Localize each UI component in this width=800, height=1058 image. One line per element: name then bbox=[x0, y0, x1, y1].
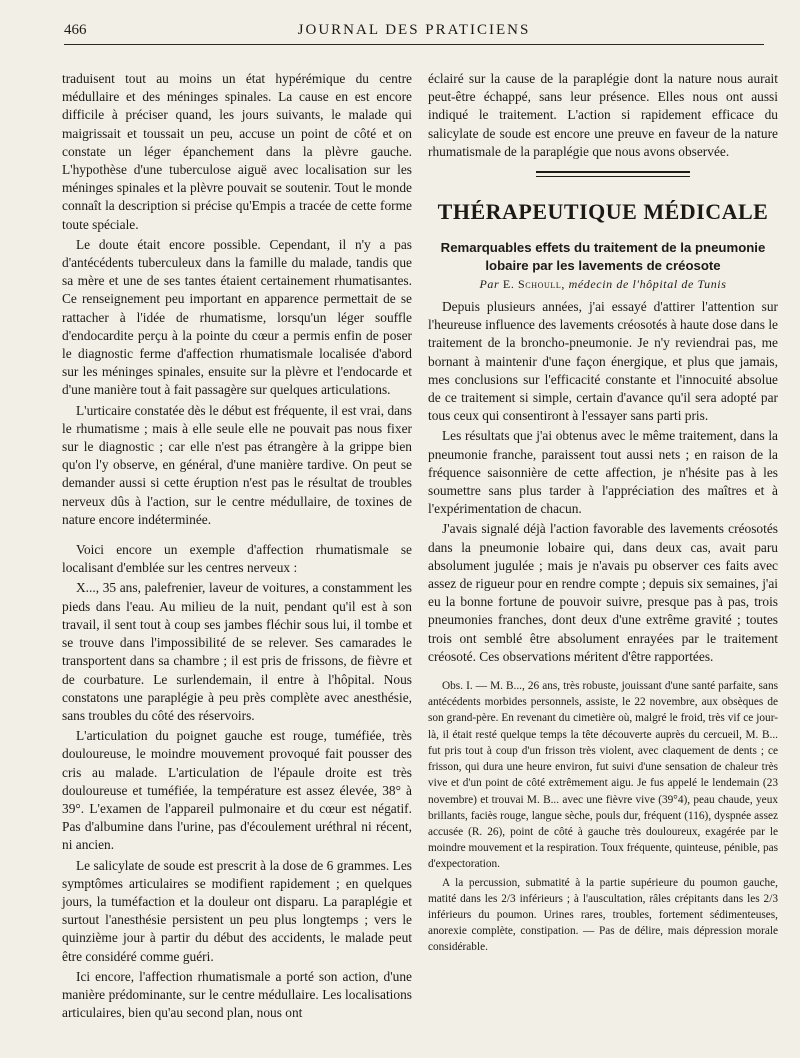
paragraph: Le salicylate de soude est prescrit à la dose de 6 grammes. Les symptômes articulaires se modifient rapidement ; en quelques jours, la tuméfaction et la douleur ont disparu. La paraplégie et surtout l'anesthésie persistent un peu plus longtemps ; vers le quinzième jour à partir du début des accidents, le malade peut être considéré comme guéri. bbox=[62, 857, 412, 964]
byline bbox=[428, 277, 778, 292]
paragraph: Depuis plusieurs années, j'ai essayé d'attirer l'attention sur l'heureuse influence des lavements créosotés à haute dose dans le traitement de la broncho-pneumonie. Je n'y reviendrai pas, me bornant à maintenir d'une façon énergique, et plus que jamais, mes conclusions sur l'efficacité constante et l'innocuité absolue de ce traitement si simple, certain d'avance qu'il sera adopté par tous ceux qui consentiront à l'essayer sans parti pris. bbox=[428, 299, 778, 424]
observation-paragraph: Obs. I. — M. B..., 26 ans, très robuste, jouissant d'une santé parfaite, sans antécédents morbides personnels, assiste, le 22 novembre, aux obsèques de son grand-père. En revenant du cimetière où, malgré le froid, très vif ce jour-là, il était resté quelque temps la tête découverte auprès du cercueil, M. B... fut pris tout à coup d'un frisson très violent, avec claquement de dents ; ce frisson, qui dura une heure environ, fut suivi d'une sensation de chaleur très vive et d'un point de côté extrêmement aigu. Je fus appelé le lendemain (23 novembre) et trouvai M. B... avec une fièvre vive (39°4), peau chaude, yeux brillants, faciès rouge, langue sèche, pouls dur, fréquent (116), dyspnée assez accusée (R. 26), point de côté à gauche très douloureux, exagérée par le moindre mouvement et la respiration. Toux fréquente, quinteuse, pénible, pas d'expectoration. bbox=[428, 680, 778, 871]
paragraph: Ici encore, l'affection rhumatismale a porté son action, d'une manière prédominante, sur le centre médullaire. Les localisations articulaires, bien qu'au second plan, nous ont bbox=[62, 968, 412, 1021]
section-divider bbox=[536, 171, 690, 177]
paragraph: traduisent tout au moins un état hypérémique du centre médullaire et des méninges spinales. La cause en est encore difficile à préciser quand, les jours suivants, le malade qui maigrissait et toussait un peu, accuse un point de côté et on constate un léger épanchement dans la plèvre gauche. L'hypothèse d'une tuberculose aiguë avec localisation sur les méninges spinales et la plèvre pouvait se soutenir. Tout le monde connaît la description si précise qu'Empis a tracée de cette forme toute spéciale. bbox=[62, 71, 412, 232]
left-column bbox=[62, 70, 412, 1024]
paragraph: Les résultats que j'ai obtenus avec le même traitement, dans la pneumonie franche, paraissent tout aussi nets ; en raison de la fréquence saisonnière de cette affection, je n'hésite pas à les soumettre sans plus tarder à l'appréciation des maîtres et à l'expérimentation de chacun. bbox=[428, 428, 778, 517]
byline-author: E. Schoull, bbox=[502, 277, 565, 292]
right-column bbox=[428, 70, 778, 958]
running-header bbox=[64, 22, 764, 45]
paragraph: Voici encore un exemple d'affection rhumatismale se localisant d'emblée sur les centres nerveux : bbox=[62, 542, 412, 576]
byline-role: médecin de l'hôpital de Tunis bbox=[568, 277, 727, 292]
paragraph: L'urticaire constatée dès le début est fréquente, il est vrai, dans le rhumatisme ; mais à elle seule elle ne pouvait pas nous fixer sur le diagnostic ; car elle n'est pas étrangère à la grippe bien qu'on l'y observe, en général, d'une manière tardive. On peut se demander aussi si cette éruption n'est pas le résultat de troubles nerveux dûs à l'action, sur le centre médullaire, de toxines de nature encore indéterminée. bbox=[62, 402, 412, 527]
paragraph: Le doute était encore possible. Cependant, il n'y a pas d'antécédents tuberculeux dans la famille du malade, tandis que sa mère et une de ses tantes étaient certainement rhumatisantes. Ce renseignement peu important en apparence permettait de se rattacher à l'idée de rhumatisme, lorsqu'un léger souffle d'endocardite perçu à la pointe du cœur a permis enfin de poser le diagnostic ferme d'affection rhumatismale localisée d'abord sur les méninges spinales, ensuite sur la plèvre et l'endocarde et d'une manière tout à fait passagère sur quelques articulations. bbox=[62, 236, 412, 398]
section-title: THÉRAPEUTIQUE MÉDICALE bbox=[437, 199, 769, 225]
observation-paragraph: A la percussion, submatité à la partie supérieure du poumon gauche, matité dans les 2/3 inférieurs ; à l'auscultation, râles crépitants dans les 2/3 inférieurs du poumon. Urines rares, troubles, fortement sédimenteuses, anorexie complète, constipation. — Pas de délire, mais dépression morale considérable. bbox=[428, 876, 778, 954]
page-number: 466 bbox=[64, 22, 87, 38]
paragraph: L'articulation du poignet gauche est rouge, tuméfiée, très douloureuse, le moindre mouvement provoqué fait pousser des cris au malade. L'articulation de l'épaule droite est très douloureuse et tuméfiée, la température est assez élevée, 38° à 39°. L'examen de l'appareil pulmonaire et du cœur est négatif. Pas d'albumine dans l'urine, pas d'écoulement uréthral ni récent, ni ancien. bbox=[62, 728, 412, 853]
paragraph: éclairé sur la cause de la paraplégie dont la nature nous aurait peut-être échappé, sans leur présence. Elles nous ont aussi indiqué le traitement. L'action si rapidement efficace du salicylate de soude est encore une preuve en faveur de la nature rhumatismale de la paraplégie que nous avons observée. bbox=[428, 71, 778, 159]
journal-title: JOURNAL DES PRATICIENS bbox=[297, 22, 531, 38]
article-title: Remarquables effets du traitement de la pneumonie lobaire par les lavements de créosote bbox=[440, 240, 766, 274]
byline-prefix: Par bbox=[479, 277, 500, 292]
paragraph: X..., 35 ans, palefrenier, laveur de voitures, a constamment les pieds dans l'eau. Au milieu de la nuit, pendant qu'il est à son travail, il sent tout à coup ses jambes fléchir sous lui, il tombe et se trouve dans l'impossibilité de se relever. Ses camarades le transportent dans sa chambre ; il est pris de frissons, de fièvre et de courbature. Le surlendemain, il entre à l'hôpital. Nous constatons une paraplégie à peu près complète avec anesthésie, sans troubles du côté des réservoirs. bbox=[62, 580, 412, 723]
observation-block bbox=[428, 678, 778, 955]
paragraph: J'avais signalé déjà l'action favorable des lavements créosotés dans la pneumonie lobaire qui, dans deux cas, avait paru absolument jugulée ; mais je n'avais pu observer ces faits avec assez de rigueur pour en rendre compte ; depuis six semaines, j'ai eu la bonne fortune de pouvoir suivre, presque pas à pas, trois pneumonies franches, dont deux d'une extrême gravité ; toutes trois ont semblé être absolument enrayées par le traitement créosoté. Ces observations méritent d'être rapportées. bbox=[428, 521, 778, 664]
